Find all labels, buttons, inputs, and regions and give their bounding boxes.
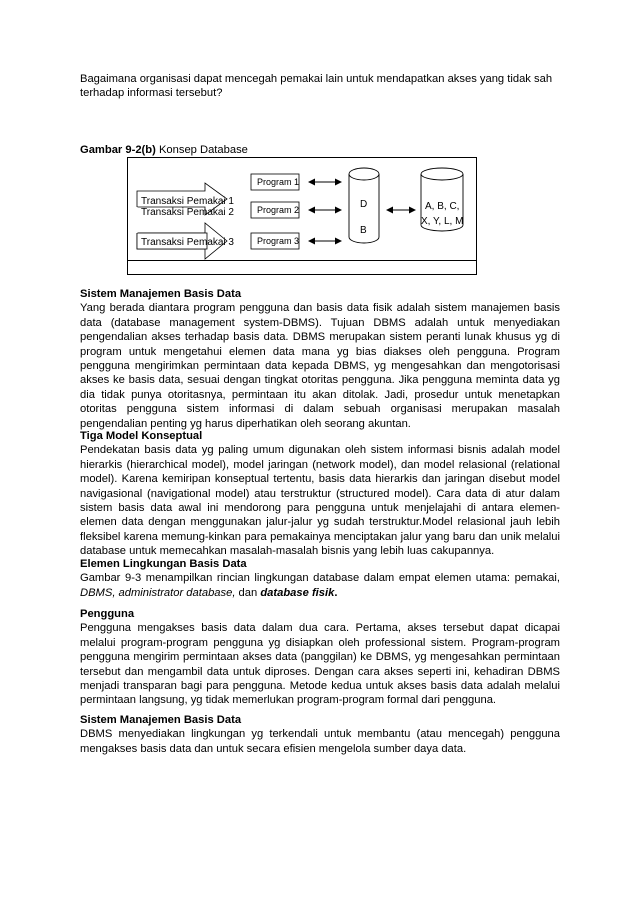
database-concept-diagram	[127, 157, 477, 275]
section-heading: Sistem Manajemen Basis Data	[80, 288, 242, 300]
program-2-label: Program 2	[257, 205, 300, 215]
db-letter-d: D	[360, 199, 368, 210]
data-elements-line-2: X, Y, L, M	[421, 216, 464, 227]
section-body: Yang berada diantara program pengguna dan basis data fisik adalah sistem manajemen basis data (database management system-DBMS). Tujuan DBMS adalah untuk menyediakan pengendalian akses terhadap basis data. DBMS merupakan sistem peranti lunak khusus yg di program untuk mengetahui elemen data mana yg bias diakses oleh pengguna. Program pengguna mengirimkan permintaan data kepada DBMS, yg mengesahkan dan mengotorisasi akses ke basis data, sesuai dengan tingkat otoritas pengguna. Jika pengguna meminta data yg dia tidak punya otoritasnya, permintaan itu akan ditolak. Jadi, prosedur untuk menetapkan otoritas pengguna sistem informasi di dalam sebuah organisasi merupakan masalah pengendalian penting yg harus diperhatikan oleh seorang akuntan.	[80, 302, 560, 430]
section-body: DBMS menyediakan lingkungan yg terkendali untuk membantu (atau mencegah) pengguna mengakses basis data dan untuk secara efisien mengelola sumber daya data.	[80, 728, 560, 755]
transaction-3-label: Transaksi Pemakai 3	[141, 237, 234, 248]
section-heading: Elemen Lingkungan Basis Data	[80, 558, 247, 570]
program-3-label: Program 3	[257, 236, 300, 246]
transaction-2-label: Transaksi Pemakai 2	[141, 207, 234, 218]
figure-caption	[80, 143, 248, 157]
section-environment-elements	[80, 557, 560, 600]
section-dbms-2	[80, 713, 560, 756]
section-heading: Sistem Manajemen Basis Data	[80, 714, 242, 726]
section-users	[80, 607, 560, 708]
intro-paragraph: Bagaimana organisasi dapat mencegah pemakai lain untuk mendapatkan akses yang tidak sah terhadap informasi tersebut?	[80, 73, 553, 100]
section-body: Pendekatan basis data yg paling umum digunakan oleh sistem informasi bisnis adalah model hierarkis (hierarchical model), model jaringan (network model), dan model relasional (relational model). Karena kemiripan konseptual tertentu, basis data hierarkis dan jaringan disebut model navigasional (navigational model) atau terstruktur (structured model). Cara data di atur dalam sistem basis data awal ini mendorong para pengguna untuk menjelajahi di antara elemen-elemen data dengan menggunakan jalur-jalur yg sudah terstruktur.Model relasional jauh lebih fleksibel karena memung-kinkan para pemakainya menciptakan jalur yang baru dan unik melalui database untuk memecahkan masalah-masalah bisnis yang lebih luas cakupannya.	[80, 444, 560, 558]
transaction-1-label: Transaksi Pemakai 1	[141, 196, 234, 207]
figure-title: Konsep Database	[158, 144, 248, 156]
data-elements-line-1: A, B, C,	[425, 201, 460, 212]
section-body: Pengguna mengakses basis data dalam dua cara. Pertama, akses tersebut dapat dicapai melalui program-program pengguna yg disiapkan oleh professional sistem. Program-program pengguna mengirim permintaan akses data (panggilan) ke DBMS, yg mengesahkan permintaan tersebut dan mengambil data untuk diproses. Dengan cara akses seperti ini, kehadiran DBMS menjadi transparan bagi para pengguna. Metode kedua untuk akses basis data adalah melalui permintaan langsung, yg tidak memerlukan program-program formal dari pengguna.	[80, 622, 560, 707]
section-three-models	[80, 429, 560, 559]
section-body: Gambar 9-3 menampilkan rincian lingkungan database dalam empat elemen utama: pemakai, DBMS, administrator database, dan database fisik.	[80, 572, 560, 599]
figure-label: Gambar 9-2(b)	[80, 144, 156, 156]
db-letter-b: B	[360, 225, 367, 236]
program-1-label: Program 1	[257, 177, 300, 187]
section-heading: Tiga Model Konseptual	[80, 430, 203, 442]
section-dbms	[80, 287, 560, 431]
section-heading: Pengguna	[80, 608, 135, 620]
